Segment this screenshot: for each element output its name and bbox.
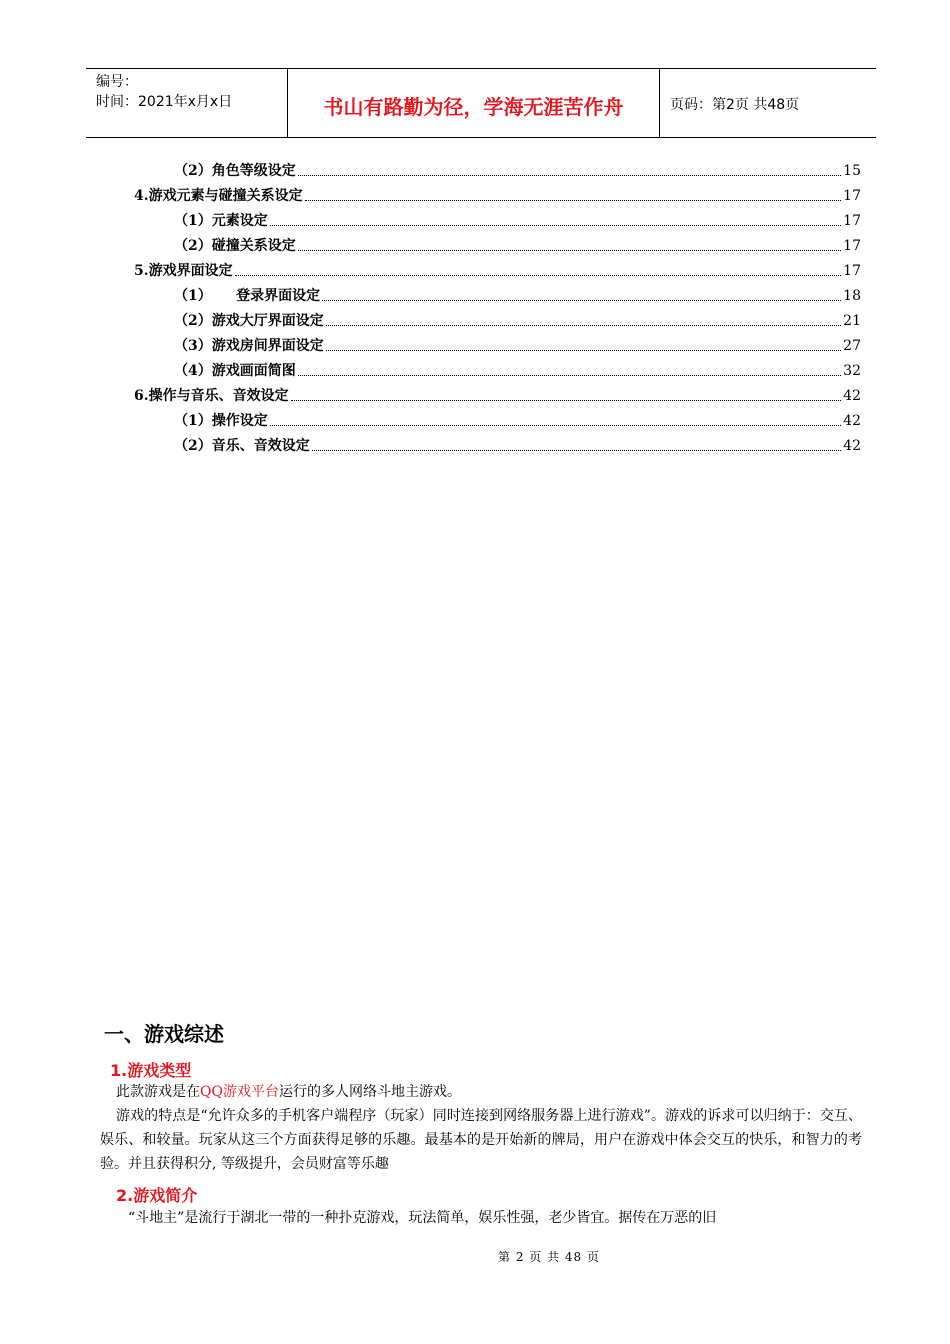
toc-entry-page: 32	[843, 363, 861, 379]
toc-entry-label: （1） 登录界面设定	[174, 288, 321, 304]
toc-entry[interactable]	[134, 183, 861, 205]
toc-entry-page: 15	[843, 163, 861, 179]
toc-entry-page: 42	[843, 413, 861, 429]
toc-leader-dots	[326, 349, 841, 351]
toc-entry-page: 18	[843, 288, 861, 304]
toc-entry[interactable]	[174, 333, 861, 355]
toc-entry-label: （2）碰撞关系设定	[174, 238, 296, 254]
header-motto: 书山有路勤为径，学海无涯苦作舟	[323, 95, 624, 119]
toc-entry[interactable]	[174, 308, 861, 330]
paragraph-text: 运行的多人网络斗地主游戏。	[278, 1084, 461, 1100]
toc-leader-dots	[291, 399, 841, 401]
paragraph-game-features: 游戏的特点是“允许众多的手机客户端程序（玩家）同时连接到网络服务器上进行游戏”。游戏的诉求可以归纳于：交互、娱乐、和较量。玩家从这三个方面获得足够的乐趣。最基本的是开始新的牌局，用户在游戏中体会交互的快乐，和智力的考验。并且获得积分, 等级提升，会员财富等乐趣	[100, 1108, 862, 1172]
toc-entry-page: 27	[843, 338, 861, 354]
toc-entry-label: （4）游戏画面简图	[174, 363, 296, 379]
toc-leader-dots	[235, 274, 841, 276]
subsection-heading-game-type: 1.游戏类型	[110, 1061, 192, 1080]
toc-leader-dots	[326, 324, 841, 326]
page-footer	[0, 1248, 950, 1265]
toc-entry-page: 17	[843, 213, 861, 229]
section-heading: 一、游戏综述	[104, 1022, 224, 1046]
paragraph-game-intro: “斗地主”是流行于湖北一带的一种扑克游戏，玩法简单，娱乐性强，老少皆宜。据传在万恶的旧	[128, 1210, 717, 1226]
toc-entry-label: 5.游戏界面设定	[134, 263, 233, 279]
toc-entry[interactable]	[134, 383, 861, 405]
footer-page-number: 第 2 页 共 48 页	[498, 1250, 600, 1264]
toc-entry[interactable]	[174, 433, 861, 455]
toc-entry-label: （3）游戏房间界面设定	[174, 338, 324, 354]
paragraph-game-type-intro	[100, 1080, 862, 1104]
toc-entry-page: 17	[843, 238, 861, 254]
toc-entry[interactable]	[174, 408, 861, 430]
toc-leader-dots	[305, 199, 841, 201]
toc-entry[interactable]	[134, 258, 861, 280]
toc-entry[interactable]	[174, 158, 861, 180]
toc-entry[interactable]	[174, 233, 861, 255]
toc-leader-dots	[298, 249, 841, 251]
toc-entry-label: （1）操作设定	[174, 413, 268, 429]
platform-link[interactable]: QQ游戏平台	[200, 1084, 279, 1100]
toc-entry-page: 42	[843, 438, 861, 454]
toc-leader-dots	[298, 174, 841, 176]
toc-leader-dots	[270, 224, 841, 226]
header-meta-cell	[86, 69, 288, 137]
toc-leader-dots	[312, 449, 841, 451]
toc-entry-page: 17	[843, 263, 861, 279]
toc-entry-label: （2）音乐、音效设定	[174, 438, 310, 454]
header-page-cell	[660, 69, 876, 137]
header-motto-cell	[288, 69, 660, 137]
document-number-label: 编号：	[96, 74, 138, 90]
toc-entry[interactable]	[174, 358, 861, 380]
toc-entry-label: 6.操作与音乐、音效设定	[134, 388, 289, 404]
toc-entry-page: 21	[843, 313, 861, 329]
toc-entry-page: 42	[843, 388, 861, 404]
subsection-heading-game-intro: 2.游戏简介	[116, 1186, 198, 1205]
toc-entry-label: 4.游戏元素与碰撞关系设定	[134, 188, 303, 204]
toc-entry[interactable]	[174, 208, 861, 230]
toc-leader-dots	[322, 299, 841, 301]
toc-entry-label: （1）元素设定	[174, 213, 268, 229]
toc-entry[interactable]	[174, 283, 861, 305]
document-time-label: 时间：2021年x月x日	[96, 94, 233, 110]
page-header	[86, 68, 876, 138]
header-page-label: 页码：第2页 共48页	[670, 97, 800, 113]
toc-leader-dots	[270, 424, 841, 426]
toc-entry-page: 17	[843, 188, 861, 204]
toc-entry-label: （2）游戏大厅界面设定	[174, 313, 324, 329]
toc-leader-dots	[298, 374, 841, 376]
paragraph-text: 此款游戏是在	[116, 1084, 200, 1100]
toc-entry-label: （2）角色等级设定	[174, 163, 296, 179]
